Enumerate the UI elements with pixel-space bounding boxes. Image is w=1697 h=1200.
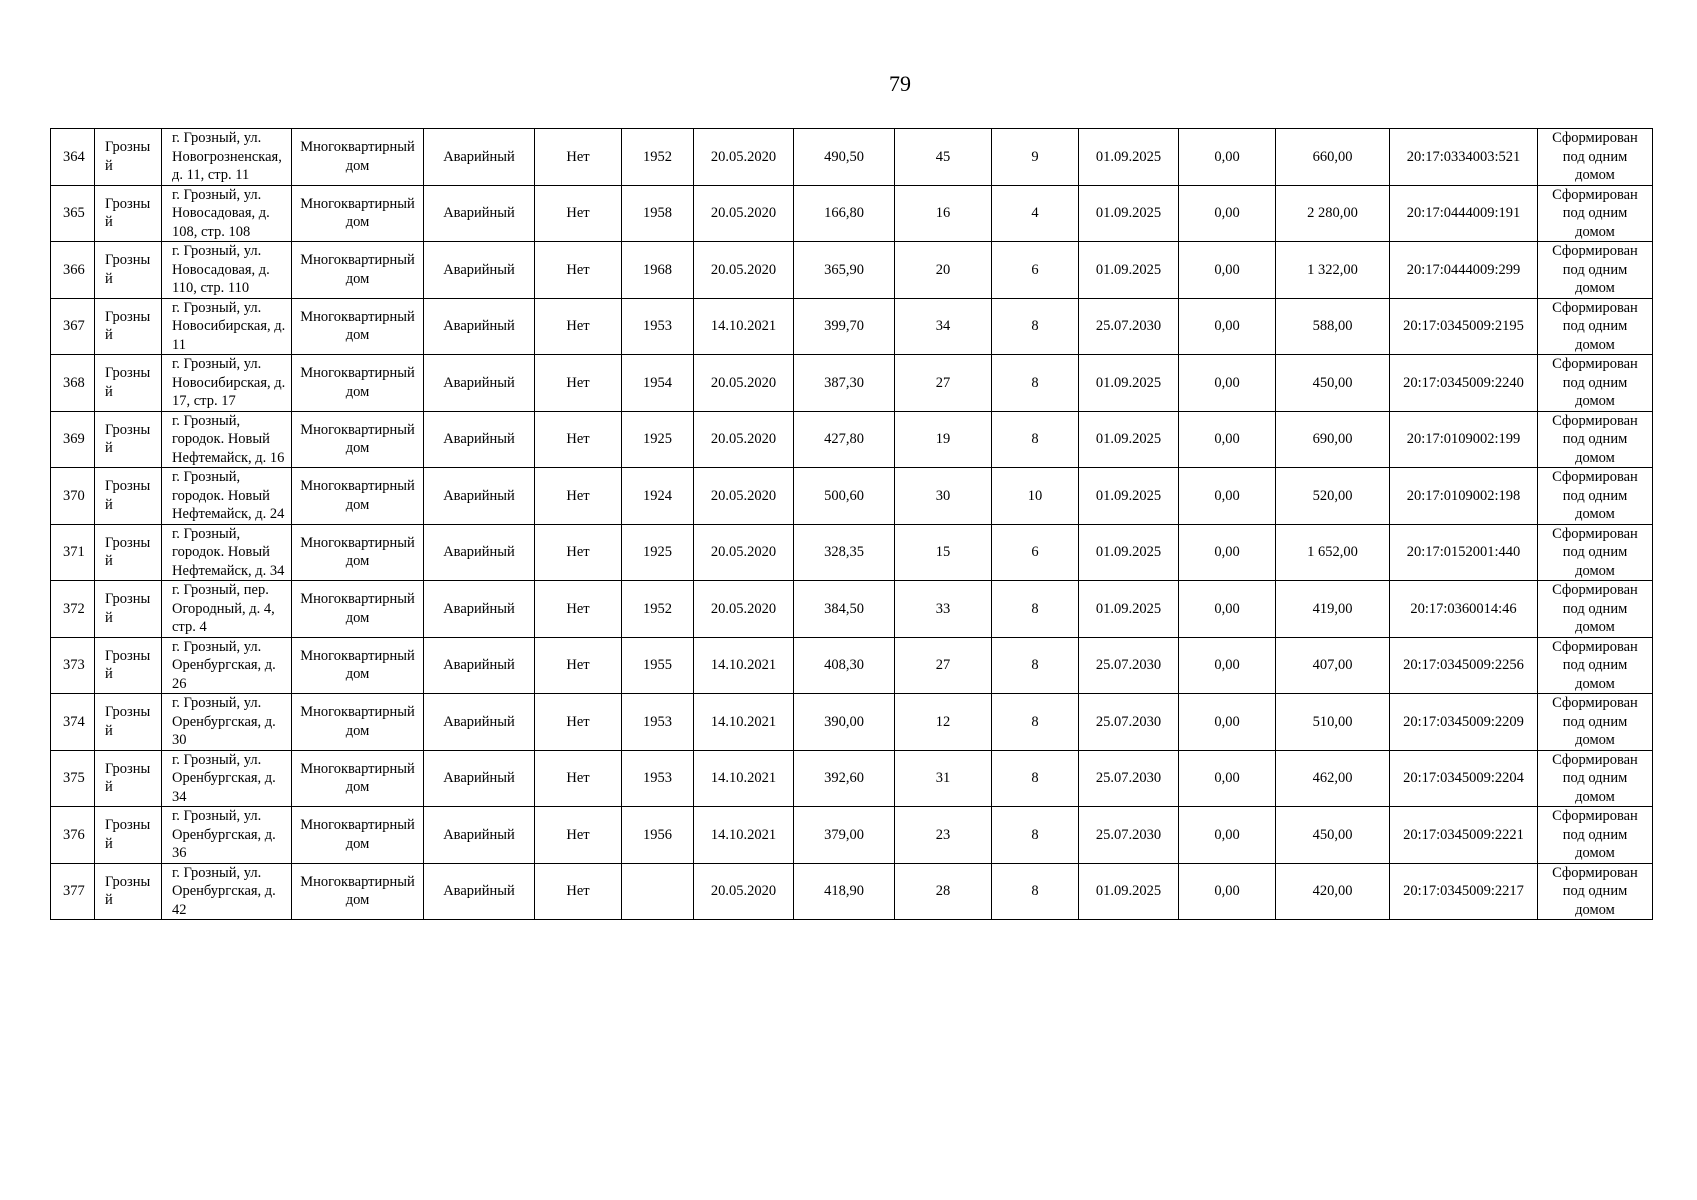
year-built-cell: 1954 — [622, 355, 694, 412]
note-cell: Сформирован под одним домом — [1538, 863, 1653, 920]
note-cell: Сформирован под одним домом — [1538, 242, 1653, 299]
row-number-cell: 373 — [51, 637, 95, 694]
value2-cell: 520,00 — [1276, 468, 1390, 525]
building-type-cell: Многоквартирный дом — [292, 750, 424, 807]
area-cell: 365,90 — [794, 242, 895, 299]
value2-cell: 588,00 — [1276, 298, 1390, 355]
cadastral-number-cell: 20:17:0334003:521 — [1390, 129, 1538, 186]
flag-cell: Нет — [535, 750, 622, 807]
table-row — [51, 750, 1653, 807]
deadline-cell: 01.09.2025 — [1079, 411, 1179, 468]
address-cell: г. Грозный, городок. Новый Нефтемайск, д. 16 — [162, 411, 292, 468]
recognition-date-cell: 14.10.2021 — [694, 694, 794, 751]
value1-cell: 0,00 — [1179, 807, 1276, 864]
building-type-cell: Многоквартирный дом — [292, 242, 424, 299]
building-type-cell: Многоквартирный дом — [292, 524, 424, 581]
address-cell: г. Грозный, городок. Новый Нефтемайск, д. 24 — [162, 468, 292, 525]
value2-cell: 450,00 — [1276, 355, 1390, 412]
table-row — [51, 807, 1653, 864]
recognition-date-cell: 20.05.2020 — [694, 355, 794, 412]
note-cell: Сформирован под одним домом — [1538, 298, 1653, 355]
flag-cell: Нет — [535, 581, 622, 638]
city-cell: Грозный — [95, 298, 162, 355]
flag-cell: Нет — [535, 242, 622, 299]
row-number-cell: 369 — [51, 411, 95, 468]
value2-cell: 660,00 — [1276, 129, 1390, 186]
value1-cell: 0,00 — [1179, 468, 1276, 525]
year-built-cell — [622, 863, 694, 920]
row-number-cell: 365 — [51, 185, 95, 242]
units-cell: 8 — [992, 581, 1079, 638]
building-type-cell: Многоквартирный дом — [292, 637, 424, 694]
condition-status-cell: Аварийный — [424, 411, 535, 468]
year-built-cell: 1968 — [622, 242, 694, 299]
note-cell: Сформирован под одним домом — [1538, 581, 1653, 638]
units-cell: 10 — [992, 468, 1079, 525]
area-cell: 387,30 — [794, 355, 895, 412]
flag-cell: Нет — [535, 355, 622, 412]
city-cell: Грозный — [95, 750, 162, 807]
recognition-date-cell: 20.05.2020 — [694, 581, 794, 638]
cadastral-number-cell: 20:17:0152001:440 — [1390, 524, 1538, 581]
deadline-cell: 01.09.2025 — [1079, 242, 1179, 299]
units-cell: 8 — [992, 411, 1079, 468]
value1-cell: 0,00 — [1179, 581, 1276, 638]
residents-cell: 27 — [895, 637, 992, 694]
residents-cell: 12 — [895, 694, 992, 751]
note-cell: Сформирован под одним домом — [1538, 468, 1653, 525]
value1-cell: 0,00 — [1179, 694, 1276, 751]
building-type-cell: Многоквартирный дом — [292, 355, 424, 412]
units-cell: 8 — [992, 807, 1079, 864]
deadline-cell: 25.07.2030 — [1079, 637, 1179, 694]
recognition-date-cell: 20.05.2020 — [694, 468, 794, 525]
address-cell: г. Грозный, пер. Огородный, д. 4, стр. 4 — [162, 581, 292, 638]
year-built-cell: 1953 — [622, 750, 694, 807]
year-built-cell: 1925 — [622, 411, 694, 468]
year-built-cell: 1924 — [622, 468, 694, 525]
page-number: 79 — [889, 71, 911, 96]
value2-cell: 1 652,00 — [1276, 524, 1390, 581]
value2-cell: 419,00 — [1276, 581, 1390, 638]
residents-cell: 19 — [895, 411, 992, 468]
deadline-cell: 01.09.2025 — [1079, 355, 1179, 412]
housing-registry-table — [50, 128, 1653, 920]
row-number-cell: 371 — [51, 524, 95, 581]
address-cell: г. Грозный, ул. Оренбургская, д. 26 — [162, 637, 292, 694]
note-cell: Сформирован под одним домом — [1538, 411, 1653, 468]
note-cell: Сформирован под одним домом — [1538, 355, 1653, 412]
address-cell: г. Грозный, ул. Оренбургская, д. 36 — [162, 807, 292, 864]
value1-cell: 0,00 — [1179, 411, 1276, 468]
residents-cell: 15 — [895, 524, 992, 581]
area-cell: 328,35 — [794, 524, 895, 581]
residents-cell: 33 — [895, 581, 992, 638]
value2-cell: 462,00 — [1276, 750, 1390, 807]
area-cell: 500,60 — [794, 468, 895, 525]
value1-cell: 0,00 — [1179, 129, 1276, 186]
recognition-date-cell: 20.05.2020 — [694, 185, 794, 242]
cadastral-number-cell: 20:17:0345009:2221 — [1390, 807, 1538, 864]
deadline-cell: 25.07.2030 — [1079, 298, 1179, 355]
flag-cell: Нет — [535, 468, 622, 525]
value2-cell: 510,00 — [1276, 694, 1390, 751]
cadastral-number-cell: 20:17:0345009:2256 — [1390, 637, 1538, 694]
residents-cell: 30 — [895, 468, 992, 525]
building-type-cell: Многоквартирный дом — [292, 694, 424, 751]
condition-status-cell: Аварийный — [424, 185, 535, 242]
recognition-date-cell: 20.05.2020 — [694, 129, 794, 186]
condition-status-cell: Аварийный — [424, 807, 535, 864]
condition-status-cell: Аварийный — [424, 750, 535, 807]
city-cell: Грозный — [95, 863, 162, 920]
address-cell: г. Грозный, ул. Новосибирская, д. 11 — [162, 298, 292, 355]
city-cell: Грозный — [95, 637, 162, 694]
table-row — [51, 242, 1653, 299]
row-number-cell: 375 — [51, 750, 95, 807]
table-row — [51, 694, 1653, 751]
value1-cell: 0,00 — [1179, 750, 1276, 807]
table-row — [51, 468, 1653, 525]
deadline-cell: 01.09.2025 — [1079, 524, 1179, 581]
recognition-date-cell: 14.10.2021 — [694, 807, 794, 864]
cadastral-number-cell: 20:17:0345009:2240 — [1390, 355, 1538, 412]
year-built-cell: 1953 — [622, 694, 694, 751]
year-built-cell: 1952 — [622, 581, 694, 638]
city-cell: Грозный — [95, 694, 162, 751]
flag-cell: Нет — [535, 863, 622, 920]
condition-status-cell: Аварийный — [424, 298, 535, 355]
table-row — [51, 411, 1653, 468]
city-cell: Грозный — [95, 807, 162, 864]
building-type-cell: Многоквартирный дом — [292, 468, 424, 525]
address-cell: г. Грозный, ул. Оренбургская, д. 42 — [162, 863, 292, 920]
cadastral-number-cell: 20:17:0345009:2204 — [1390, 750, 1538, 807]
area-cell: 392,60 — [794, 750, 895, 807]
address-cell: г. Грозный, городок. Новый Нефтемайск, д. 34 — [162, 524, 292, 581]
residents-cell: 20 — [895, 242, 992, 299]
row-number-cell: 366 — [51, 242, 95, 299]
units-cell: 8 — [992, 637, 1079, 694]
deadline-cell: 25.07.2030 — [1079, 807, 1179, 864]
units-cell: 9 — [992, 129, 1079, 186]
building-type-cell: Многоквартирный дом — [292, 411, 424, 468]
table-body — [51, 129, 1653, 920]
row-number-cell: 368 — [51, 355, 95, 412]
area-cell: 166,80 — [794, 185, 895, 242]
year-built-cell: 1925 — [622, 524, 694, 581]
area-cell: 379,00 — [794, 807, 895, 864]
address-cell: г. Грозный, ул. Новосадовая, д. 108, стр. 108 — [162, 185, 292, 242]
condition-status-cell: Аварийный — [424, 129, 535, 186]
address-cell: г. Грозный, ул. Новосибирская, д. 17, стр. 17 — [162, 355, 292, 412]
cadastral-number-cell: 20:17:0444009:191 — [1390, 185, 1538, 242]
recognition-date-cell: 20.05.2020 — [694, 242, 794, 299]
area-cell: 408,30 — [794, 637, 895, 694]
cadastral-number-cell: 20:17:0345009:2209 — [1390, 694, 1538, 751]
area-cell: 427,80 — [794, 411, 895, 468]
building-type-cell: Многоквартирный дом — [292, 807, 424, 864]
units-cell: 8 — [992, 694, 1079, 751]
cadastral-number-cell: 20:17:0444009:299 — [1390, 242, 1538, 299]
condition-status-cell: Аварийный — [424, 581, 535, 638]
flag-cell: Нет — [535, 524, 622, 581]
city-cell: Грозный — [95, 411, 162, 468]
recognition-date-cell: 20.05.2020 — [694, 863, 794, 920]
cadastral-number-cell: 20:17:0109002:199 — [1390, 411, 1538, 468]
cadastral-number-cell: 20:17:0345009:2217 — [1390, 863, 1538, 920]
address-cell: г. Грозный, ул. Оренбургская, д. 34 — [162, 750, 292, 807]
deadline-cell: 25.07.2030 — [1079, 750, 1179, 807]
condition-status-cell: Аварийный — [424, 242, 535, 299]
units-cell: 4 — [992, 185, 1079, 242]
recognition-date-cell: 20.05.2020 — [694, 524, 794, 581]
area-cell: 418,90 — [794, 863, 895, 920]
condition-status-cell: Аварийный — [424, 863, 535, 920]
year-built-cell: 1955 — [622, 637, 694, 694]
area-cell: 390,00 — [794, 694, 895, 751]
year-built-cell: 1956 — [622, 807, 694, 864]
condition-status-cell: Аварийный — [424, 355, 535, 412]
value1-cell: 0,00 — [1179, 637, 1276, 694]
building-type-cell: Многоквартирный дом — [292, 185, 424, 242]
building-type-cell: Многоквартирный дом — [292, 298, 424, 355]
condition-status-cell: Аварийный — [424, 524, 535, 581]
table-row — [51, 637, 1653, 694]
condition-status-cell: Аварийный — [424, 637, 535, 694]
city-cell: Грозный — [95, 185, 162, 242]
note-cell: Сформирован под одним домом — [1538, 524, 1653, 581]
recognition-date-cell: 14.10.2021 — [694, 298, 794, 355]
flag-cell: Нет — [535, 185, 622, 242]
residents-cell: 27 — [895, 355, 992, 412]
row-number-cell: 364 — [51, 129, 95, 186]
flag-cell: Нет — [535, 694, 622, 751]
residents-cell: 23 — [895, 807, 992, 864]
note-cell: Сформирован под одним домом — [1538, 637, 1653, 694]
year-built-cell: 1952 — [622, 129, 694, 186]
value2-cell: 450,00 — [1276, 807, 1390, 864]
note-cell: Сформирован под одним домом — [1538, 694, 1653, 751]
recognition-date-cell: 14.10.2021 — [694, 637, 794, 694]
flag-cell: Нет — [535, 411, 622, 468]
area-cell: 399,70 — [794, 298, 895, 355]
value2-cell: 420,00 — [1276, 863, 1390, 920]
deadline-cell: 25.07.2030 — [1079, 694, 1179, 751]
note-cell: Сформирован под одним домом — [1538, 185, 1653, 242]
deadline-cell: 01.09.2025 — [1079, 468, 1179, 525]
value1-cell: 0,00 — [1179, 242, 1276, 299]
condition-status-cell: Аварийный — [424, 468, 535, 525]
building-type-cell: Многоквартирный дом — [292, 581, 424, 638]
city-cell: Грозный — [95, 242, 162, 299]
table-row — [51, 185, 1653, 242]
residents-cell: 28 — [895, 863, 992, 920]
residents-cell: 31 — [895, 750, 992, 807]
address-cell: г. Грозный, ул. Новосадовая, д. 110, стр. 110 — [162, 242, 292, 299]
recognition-date-cell: 20.05.2020 — [694, 411, 794, 468]
flag-cell: Нет — [535, 298, 622, 355]
cadastral-number-cell: 20:17:0345009:2195 — [1390, 298, 1538, 355]
table-row — [51, 524, 1653, 581]
residents-cell: 16 — [895, 185, 992, 242]
table-row — [51, 355, 1653, 412]
deadline-cell: 01.09.2025 — [1079, 581, 1179, 638]
units-cell: 8 — [992, 355, 1079, 412]
value1-cell: 0,00 — [1179, 185, 1276, 242]
residents-cell: 34 — [895, 298, 992, 355]
row-number-cell: 377 — [51, 863, 95, 920]
city-cell: Грозный — [95, 355, 162, 412]
area-cell: 384,50 — [794, 581, 895, 638]
row-number-cell: 367 — [51, 298, 95, 355]
row-number-cell: 374 — [51, 694, 95, 751]
note-cell: Сформирован под одним домом — [1538, 807, 1653, 864]
address-cell: г. Грозный, ул. Новогрозненская, д. 11, стр. 11 — [162, 129, 292, 186]
table-row — [51, 863, 1653, 920]
units-cell: 6 — [992, 242, 1079, 299]
recognition-date-cell: 14.10.2021 — [694, 750, 794, 807]
city-cell: Грозный — [95, 524, 162, 581]
cadastral-number-cell: 20:17:0109002:198 — [1390, 468, 1538, 525]
value1-cell: 0,00 — [1179, 524, 1276, 581]
city-cell: Грозный — [95, 129, 162, 186]
year-built-cell: 1953 — [622, 298, 694, 355]
city-cell: Грозный — [95, 581, 162, 638]
residents-cell: 45 — [895, 129, 992, 186]
cadastral-number-cell: 20:17:0360014:46 — [1390, 581, 1538, 638]
deadline-cell: 01.09.2025 — [1079, 863, 1179, 920]
row-number-cell: 372 — [51, 581, 95, 638]
value2-cell: 407,00 — [1276, 637, 1390, 694]
table-row — [51, 298, 1653, 355]
flag-cell: Нет — [535, 129, 622, 186]
row-number-cell: 376 — [51, 807, 95, 864]
year-built-cell: 1958 — [622, 185, 694, 242]
value1-cell: 0,00 — [1179, 863, 1276, 920]
note-cell: Сформирован под одним домом — [1538, 750, 1653, 807]
note-cell: Сформирован под одним домом — [1538, 129, 1653, 186]
units-cell: 8 — [992, 750, 1079, 807]
units-cell: 8 — [992, 863, 1079, 920]
flag-cell: Нет — [535, 637, 622, 694]
value1-cell: 0,00 — [1179, 355, 1276, 412]
building-type-cell: Многоквартирный дом — [292, 129, 424, 186]
row-number-cell: 370 — [51, 468, 95, 525]
area-cell: 490,50 — [794, 129, 895, 186]
value2-cell: 690,00 — [1276, 411, 1390, 468]
table-row — [51, 129, 1653, 186]
units-cell: 6 — [992, 524, 1079, 581]
condition-status-cell: Аварийный — [424, 694, 535, 751]
flag-cell: Нет — [535, 807, 622, 864]
deadline-cell: 01.09.2025 — [1079, 185, 1179, 242]
value1-cell: 0,00 — [1179, 298, 1276, 355]
table-row — [51, 581, 1653, 638]
units-cell: 8 — [992, 298, 1079, 355]
value2-cell: 2 280,00 — [1276, 185, 1390, 242]
value2-cell: 1 322,00 — [1276, 242, 1390, 299]
address-cell: г. Грозный, ул. Оренбургская, д. 30 — [162, 694, 292, 751]
building-type-cell: Многоквартирный дом — [292, 863, 424, 920]
city-cell: Грозный — [95, 468, 162, 525]
deadline-cell: 01.09.2025 — [1079, 129, 1179, 186]
